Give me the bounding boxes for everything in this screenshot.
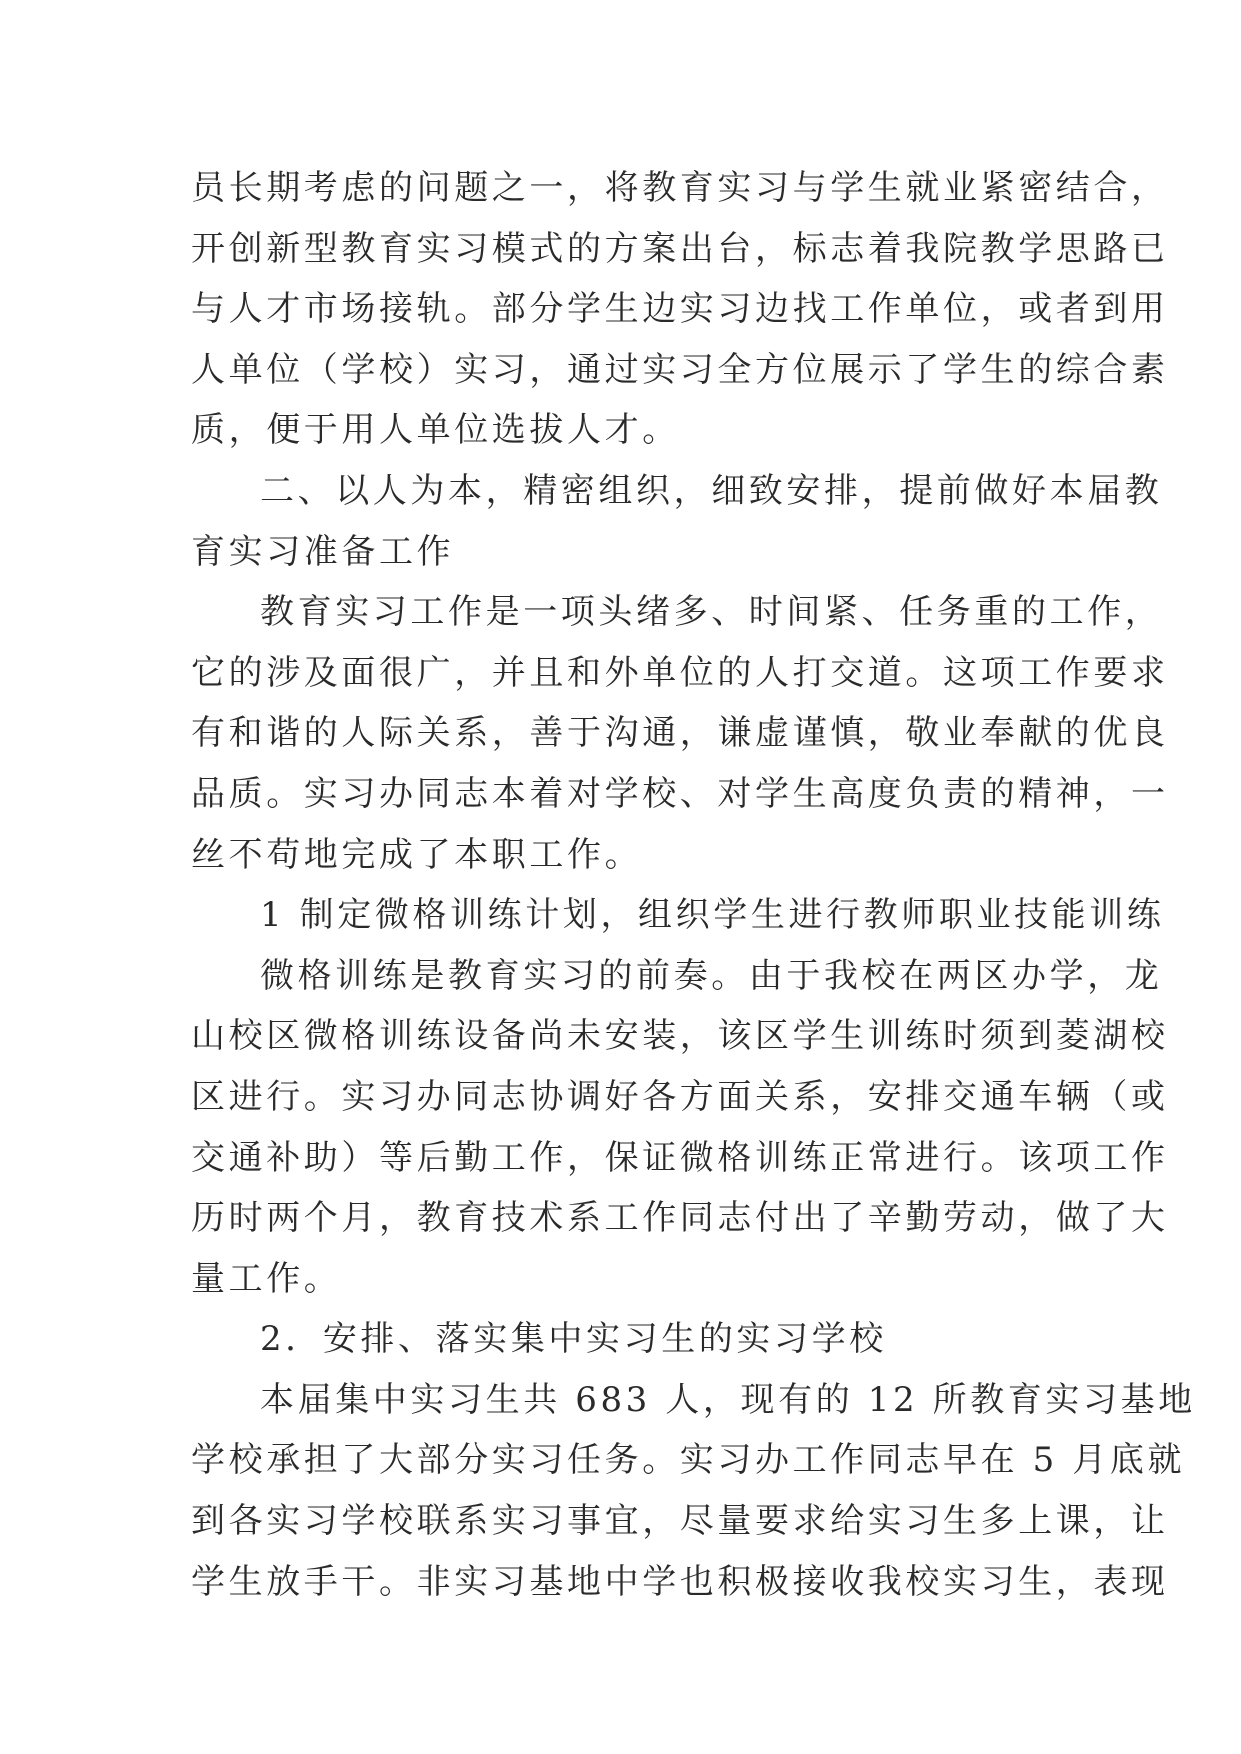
text-line: 质，便于用人单位选拔人才。 [191,410,680,451]
text-line: 山校区微格训练设备尚未安装，该区学生训练时须到菱湖校 [191,1016,1169,1057]
text-line: 历时两个月，教育技术系工作同志付出了辛勤劳动，做了大 [191,1198,1169,1239]
text-line: 有和谐的人际关系，善于沟通，谦虚谨慎，敬业奉献的优良 [191,713,1169,754]
text-line: 量工作。 [191,1258,342,1299]
text-line: 1 制定微格训练计划，组织学生进行教师职业技能训练 [260,895,1165,936]
text-line: 本届集中实习生共 683 人，现有的 12 所教育实习基地 [260,1379,1196,1420]
text-line: 育实习准备工作 [191,531,455,572]
text-line: 它的涉及面很广，并且和外单位的人打交道。这项工作要求 [191,652,1169,693]
text-line: 品质。实习办同志本着对学校、对学生高度负责的精神，一 [191,773,1169,814]
text-line: 开创新型教育实习模式的方案出台，标志着我院教学思路已 [191,228,1169,269]
text-line: 到各实习学校联系实习事宜，尽量要求给实习生多上课，让 [191,1501,1169,1542]
document-body [191,158,1196,1612]
text-line: 交通补助）等后勤工作，保证微格训练正常进行。该项工作 [191,1137,1169,1178]
text-line: 学校承担了大部分实习任务。实习办工作同志早在 5 月底就 [191,1440,1186,1481]
text-line: 员长期考虑的问题之一，将教育实习与学生就业紧密结合， [191,168,1169,208]
text-line: 二、以人为本，精密组织，细致安排，提前做好本届教 [260,470,1163,511]
text-line: 与人才市场接轨。部分学生边实习边找工作单位，或者到用 [191,289,1169,330]
text-line: 区进行。实习办同志协调好各方面关系，安排交通车辆（或 [191,1076,1169,1117]
text-line: 2．安排、落实集中实习生的实习学校 [260,1319,887,1360]
text-line: 教育实习工作是一项头绪多、时间紧、任务重的工作， [260,592,1163,633]
text-line: 丝不苟地完成了本职工作。 [191,834,643,875]
text-line: 人单位（学校）实习，通过实习全方位展示了学生的综合素 [191,349,1169,390]
text-line: 学生放手干。非实习基地中学也积极接收我校实习生，表现 [191,1561,1169,1602]
text-line: 微格训练是教育实习的前奏。由于我校在两区办学，龙 [260,955,1163,996]
